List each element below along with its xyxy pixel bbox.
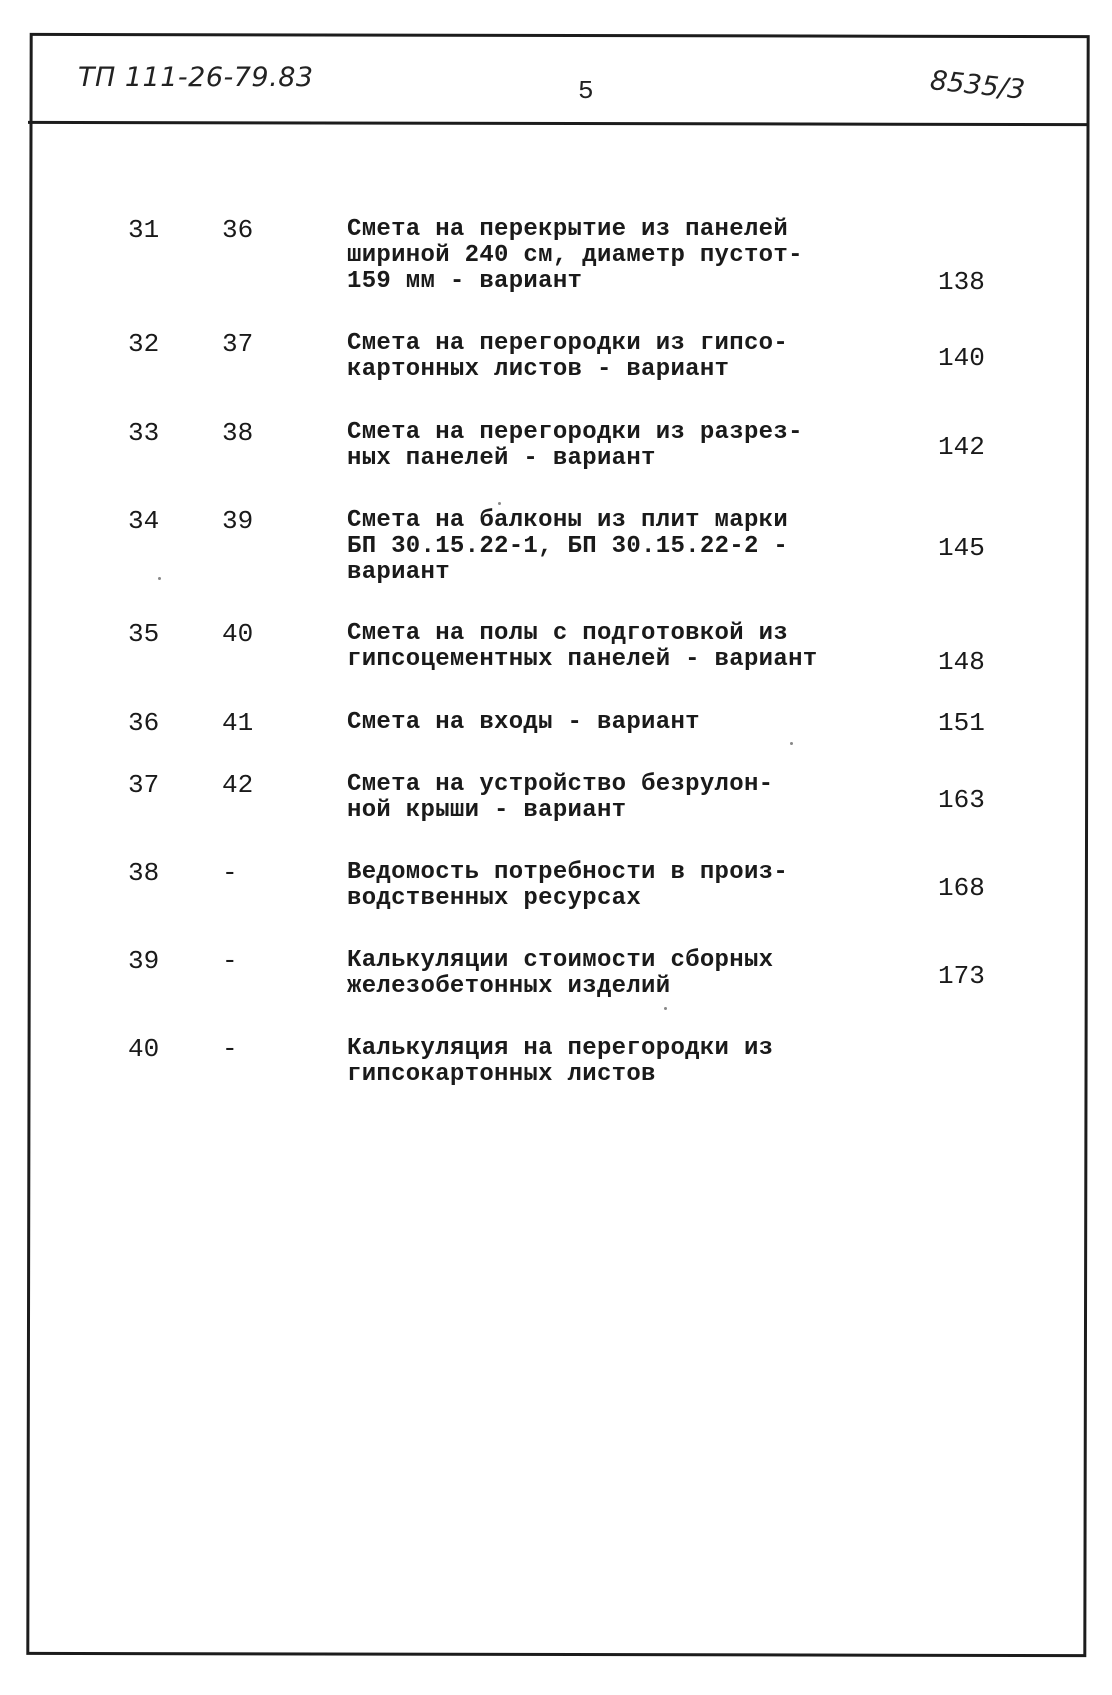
row-page: 148 — [938, 647, 985, 677]
row-title-line: картонных листов - вариант — [347, 356, 730, 383]
row-number: 32 — [128, 329, 160, 359]
row-title-line: Смета на полы с подготовкой из — [347, 620, 789, 647]
row-title-line: Смета на перекрытие из панелей — [347, 216, 789, 243]
scan-speck — [664, 1007, 667, 1010]
row-title-line: Смета на входы - вариант — [347, 709, 700, 736]
row-number: 31 — [128, 215, 160, 245]
row-sub-number: - — [222, 1034, 238, 1064]
row-title-line: Калькуляция на перегородки из — [347, 1035, 774, 1062]
row-number: 33 — [128, 418, 160, 448]
row-title — [347, 217, 867, 295]
scan-speck — [498, 502, 501, 505]
row-number: 36 — [128, 708, 160, 738]
row-title — [347, 710, 867, 736]
row-title-line: гипсоцементных панелей - вариант — [347, 646, 818, 673]
row-title-line: Смета на перегородки из гипсо- — [347, 330, 789, 357]
row-page: 142 — [938, 432, 985, 462]
row-title — [347, 331, 867, 383]
row-sub-number: 39 — [222, 506, 254, 536]
document-number: 8535/3 — [928, 65, 1027, 106]
scan-speck — [790, 742, 793, 745]
row-page: 168 — [938, 873, 985, 903]
scan-speck — [158, 577, 161, 580]
document-code: ТП 111-26-79.83 — [78, 62, 314, 93]
row-title-line: гипсокартонных листов — [347, 1061, 656, 1088]
row-title — [347, 1036, 867, 1088]
row-title — [347, 508, 867, 586]
row-title-line: железобетонных изделий — [347, 973, 671, 1000]
row-title — [347, 948, 867, 1000]
row-sub-number: - — [222, 858, 238, 888]
row-title — [347, 772, 867, 824]
row-title — [347, 860, 867, 912]
page-number: 5 — [578, 76, 594, 106]
row-page: 138 — [938, 267, 985, 297]
row-page: 140 — [938, 343, 985, 373]
row-title-line: водственных ресурсах — [347, 885, 642, 912]
row-sub-number: 37 — [222, 329, 254, 359]
row-title-line: Смета на перегородки из разрез- — [347, 419, 803, 446]
row-number: 38 — [128, 858, 160, 888]
row-title-line: вариант — [347, 559, 450, 586]
row-sub-number: 38 — [222, 418, 254, 448]
row-page: 145 — [938, 533, 985, 563]
row-title — [347, 621, 867, 673]
row-title-line: Смета на устройство безрулон- — [347, 771, 774, 798]
row-title-line: шириной 240 см, диаметр пустот- — [347, 242, 803, 269]
row-number: 40 — [128, 1034, 160, 1064]
row-sub-number: 36 — [222, 215, 254, 245]
row-title-line: Смета на балконы из плит марки — [347, 507, 789, 534]
row-sub-number: - — [222, 946, 238, 976]
row-number: 34 — [128, 506, 160, 536]
row-title-line: Ведомость потребности в произ- — [347, 859, 789, 886]
row-number: 39 — [128, 946, 160, 976]
row-title — [347, 420, 867, 472]
row-title-line: Калькуляции стоимости сборных — [347, 947, 774, 974]
row-title-line: 159 мм - вариант — [347, 268, 583, 295]
row-title-line: ных панелей - вариант — [347, 445, 656, 472]
row-number: 35 — [128, 619, 160, 649]
row-page: 151 — [938, 708, 985, 738]
row-title-line: ной крыши - вариант — [347, 797, 627, 824]
row-sub-number: 40 — [222, 619, 254, 649]
row-page: 163 — [938, 785, 985, 815]
row-number: 37 — [128, 770, 160, 800]
row-sub-number: 41 — [222, 708, 254, 738]
row-title-line: БП 30.15.22-1, БП 30.15.22-2 - — [347, 533, 789, 560]
row-page: 173 — [938, 961, 985, 991]
row-sub-number: 42 — [222, 770, 254, 800]
